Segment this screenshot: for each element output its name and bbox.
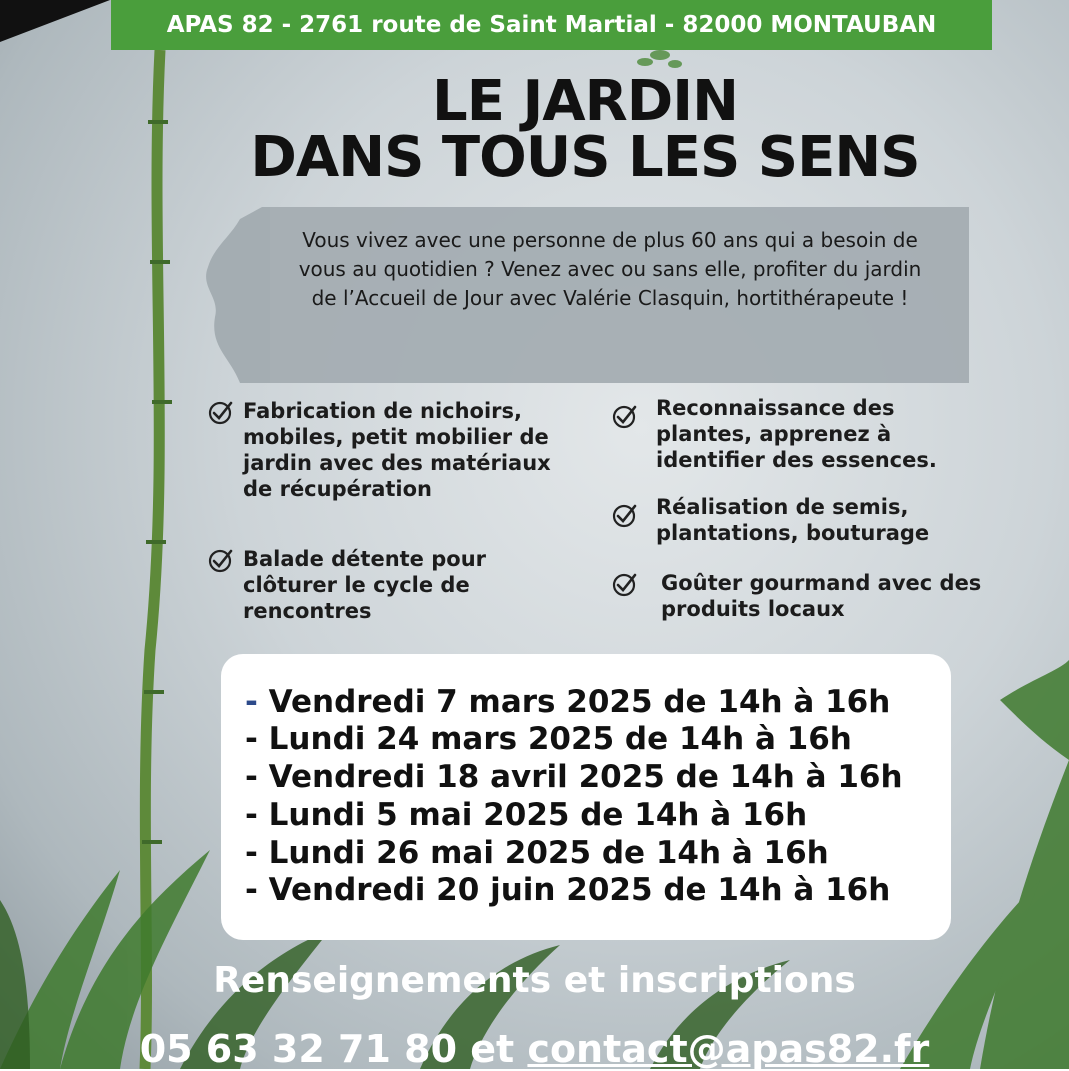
date-text: Lundi 26 mai 2025 de 14h à 16h [268,835,829,871]
date-item: - Lundi 24 mars 2025 de 14h à 16h [245,721,852,757]
title-line-2: DANS TOUS LES SENS [250,125,920,190]
date-item: - Vendredi 20 juin 2025 de 14h à 16h [245,872,891,908]
poster-title [190,69,980,190]
contact-heading: Renseignements et inscriptions [213,960,856,1001]
date-item: - Vendredi 7 mars 2025 de 14h à 16h [245,684,891,720]
check-circle-icon [208,547,234,573]
activity-item [208,398,563,502]
phone-number[interactable]: 05 63 32 71 80 [139,1027,458,1071]
activity-item [612,494,992,546]
address-banner: APAS 82 - 2761 route de Saint Martial - 82000 MONTAUBAN [111,0,992,50]
date-text: Vendredi 20 juin 2025 de 14h à 16h [268,872,891,908]
activity-item [612,395,992,473]
date-item: - Lundi 26 mai 2025 de 14h à 16h [245,835,829,871]
date-text: Lundi 5 mai 2025 de 14h à 16h [268,797,808,833]
activity-item [612,570,997,622]
check-circle-icon [612,502,638,528]
activity-text: Fabrication de nichoirs, mobiles, petit mobilier de jardin avec des matériaux de récupération [243,399,551,501]
date-text: Lundi 24 mars 2025 de 14h à 16h [268,721,852,757]
check-circle-icon [612,571,638,597]
date-text: Vendredi 18 avril 2025 de 14h à 16h [268,759,903,795]
check-circle-icon [612,403,638,429]
check-circle-icon [208,399,234,425]
date-text: Vendredi 7 mars 2025 de 14h à 16h [268,684,891,720]
contact-line [0,1027,1069,1071]
date-item: - Vendredi 18 avril 2025 de 14h à 16h [245,759,903,795]
activity-text: Goûter gourmand avec des produits locaux [661,571,982,621]
title-line-1: LE JARDIN [432,69,738,134]
activity-item [208,546,548,624]
email-link[interactable]: contact@apas82.fr [527,1027,930,1071]
date-item: - Lundi 5 mai 2025 de 14h à 16h [245,797,808,833]
brush-stroke-edge [200,207,270,383]
activity-text: Reconnaissance des plantes, apprenez à identifier des essences. [656,396,937,472]
activity-text: Balade détente pour clôturer le cycle de rencontres [243,547,486,623]
contact-joiner: et [470,1027,515,1071]
intro-text: Vous vivez avec une personne de plus 60 ans qui a besoin de vous au quotidien ? Venez avec ou sans elle, profiter du jardin de l’Accueil de Jour avec Valérie Clasquin, hortithérapeute ! [298,228,922,310]
activity-text: Réalisation de semis, plantations, bouturage [656,495,930,545]
corner-ribbon [0,0,110,42]
